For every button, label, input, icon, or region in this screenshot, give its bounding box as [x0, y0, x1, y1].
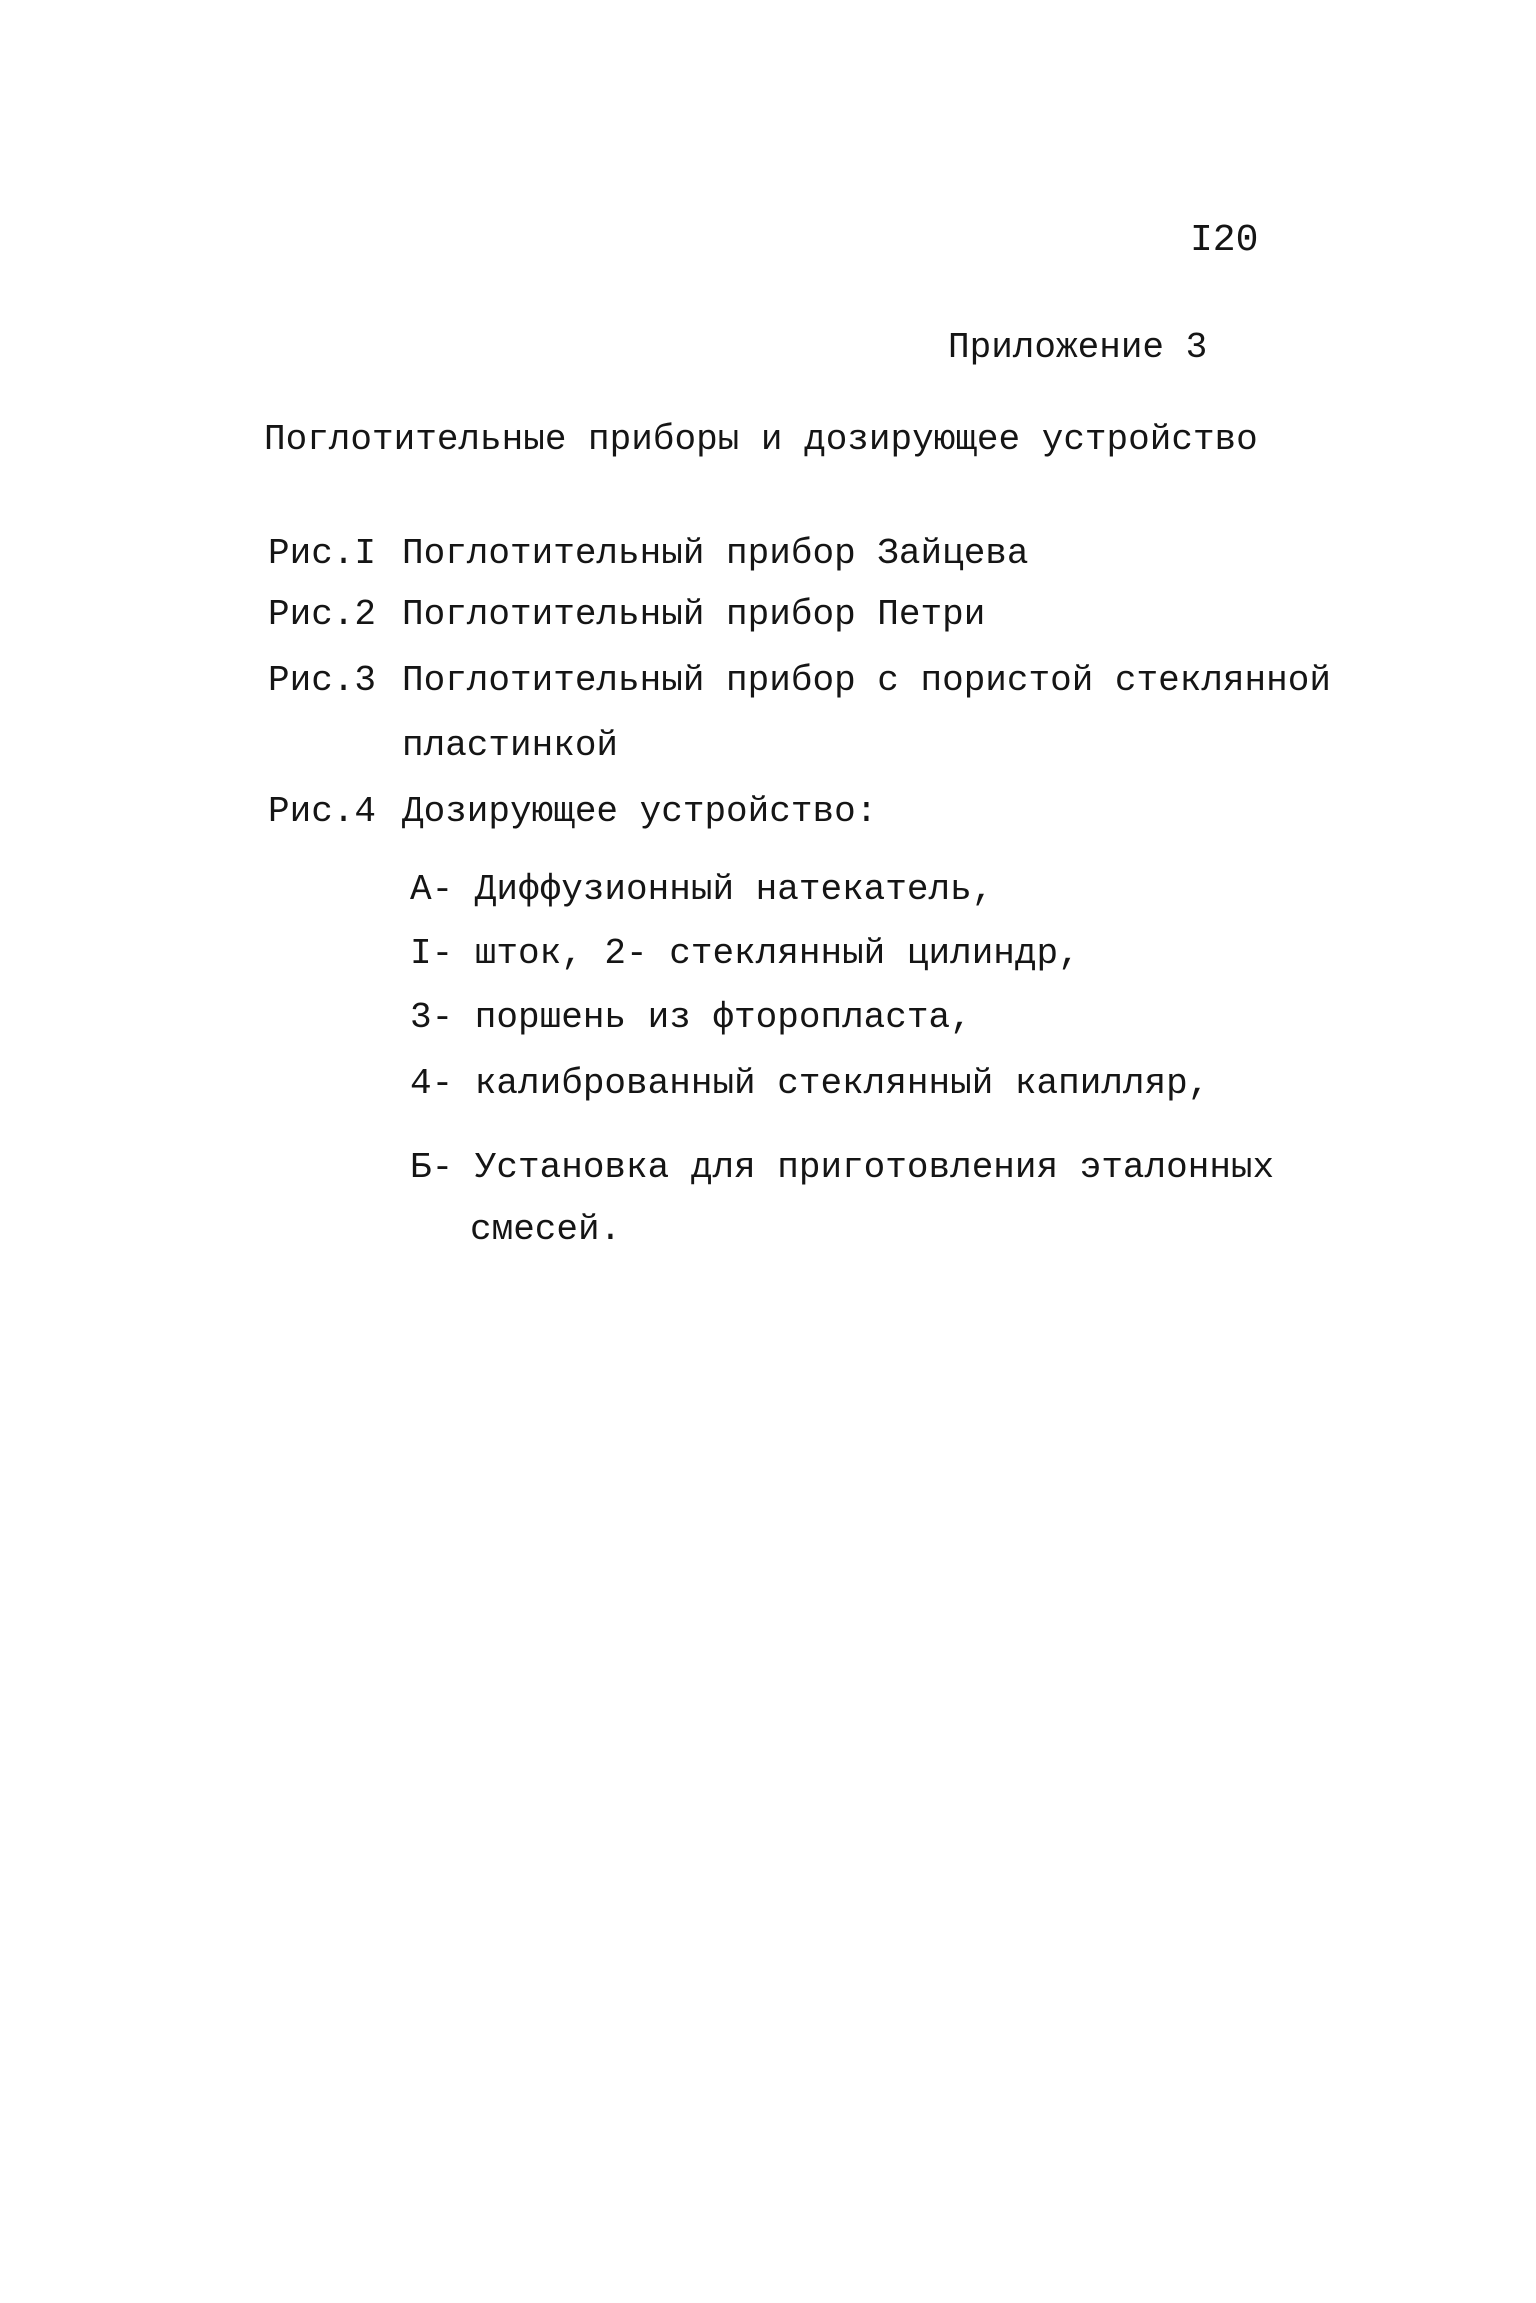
list-item: 4- калиброванный стеклянный капилляр, — [410, 1063, 1210, 1104]
figure-caption: Поглотительный прибор с пористой стеклянной — [402, 660, 1331, 701]
appendix-title: Приложение 3 — [948, 327, 1208, 368]
figure-caption: Дозирующее устройство: — [402, 791, 878, 832]
page-number: I20 — [1190, 219, 1259, 262]
list-item: А- Диффузионный натекатель, — [410, 869, 994, 910]
list-item: 3- поршень из фторопласта, — [410, 997, 972, 1038]
figure-caption: Поглотительный прибор Зайцева — [402, 533, 1029, 574]
figure-label: Рис.3 — [268, 660, 377, 701]
section-heading: Поглотительные приборы и дозирующее устройство — [264, 419, 1258, 460]
figure-caption: Поглотительный прибор Петри — [402, 594, 986, 635]
figure-label: Рис.I — [268, 533, 377, 574]
figure-label: Рис.4 — [268, 791, 377, 832]
figure-caption-continued: пластинкой — [402, 725, 619, 766]
list-item-continued: смесей. — [470, 1209, 622, 1250]
list-item: Б- Установка для приготовления эталонных — [410, 1147, 1275, 1188]
list-item: I- шток, 2- стеклянный цилиндр, — [410, 933, 1080, 974]
figure-label: Рис.2 — [268, 594, 377, 635]
